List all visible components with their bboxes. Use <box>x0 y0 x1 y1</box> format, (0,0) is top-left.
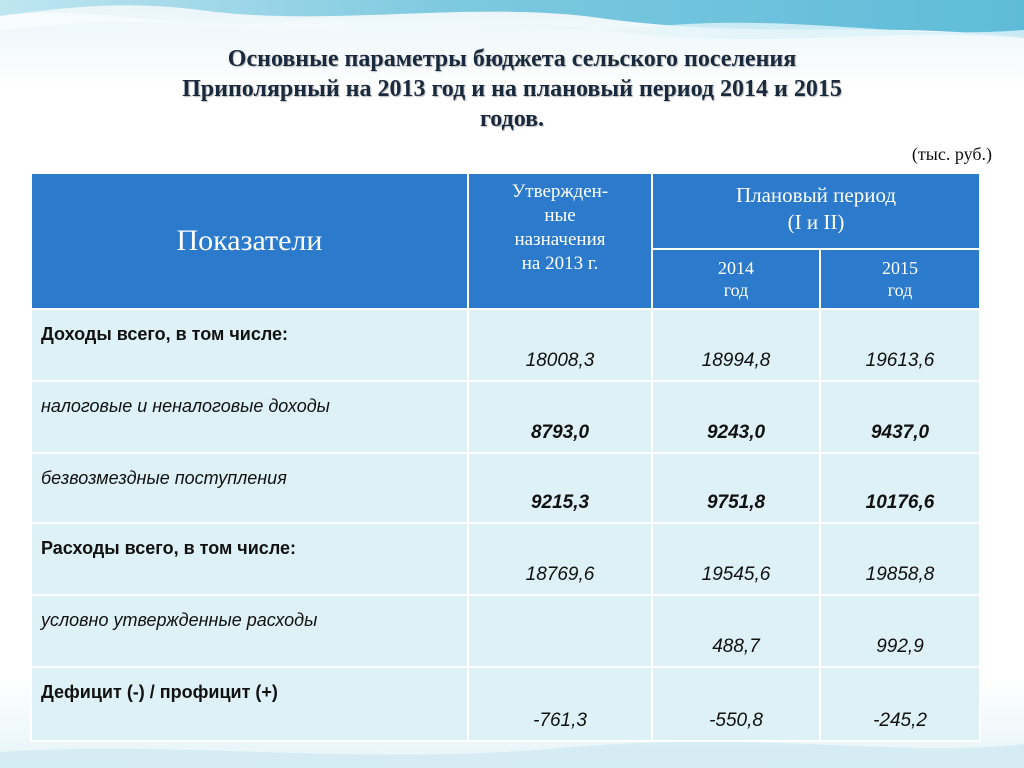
table-row <box>31 309 980 381</box>
row-label: налоговые и неналоговые доходы <box>31 381 468 453</box>
header-year-2015: 2015 год <box>820 249 980 309</box>
value-2014: -550,8 <box>652 667 820 741</box>
header-indicators: Показатели <box>31 173 468 309</box>
table-row <box>31 667 980 741</box>
value-2013: 18008,3 <box>468 309 652 381</box>
value-2014: 19545,6 <box>652 523 820 595</box>
value-2014: 9751,8 <box>652 453 820 523</box>
page-title <box>60 44 964 134</box>
row-label: безвозмездные поступления <box>31 453 468 523</box>
title-line-2: Приполярный на 2013 год и на плановый период 2014 и 2015 <box>182 76 842 102</box>
header-approved: Утвержден- ные назначения на 2013 г. <box>468 173 652 309</box>
value-2015: -245,2 <box>820 667 980 741</box>
unit-label: (тыс. руб.) <box>911 144 992 164</box>
title-line-1: Основные параметры бюджета сельского поселения <box>227 46 797 72</box>
table-row <box>31 453 980 523</box>
value-2015: 992,9 <box>820 595 980 667</box>
table-row <box>31 381 980 453</box>
row-label: Расходы всего, в том числе: <box>31 523 468 595</box>
row-label: Дефицит (-) / профицит (+) <box>31 667 468 741</box>
value-2013: 9215,3 <box>468 453 652 523</box>
value-2014: 9243,0 <box>652 381 820 453</box>
value-2014: 18994,8 <box>652 309 820 381</box>
value-2013: 8793,0 <box>468 381 652 453</box>
header-year-2014: 2014 год <box>652 249 820 309</box>
table-row <box>31 523 980 595</box>
table-row <box>31 595 980 667</box>
header-plan-period: Плановый период (I и II) <box>652 173 980 249</box>
value-2013: -761,3 <box>468 667 652 741</box>
row-label: условно утвержденные расходы <box>31 595 468 667</box>
value-2015: 10176,6 <box>820 453 980 523</box>
value-2014: 488,7 <box>652 595 820 667</box>
value-2015: 19858,8 <box>820 523 980 595</box>
value-2015: 19613,6 <box>820 309 980 381</box>
budget-table <box>30 172 981 742</box>
value-2015: 9437,0 <box>820 381 980 453</box>
value-2013: 18769,6 <box>468 523 652 595</box>
row-label: Доходы всего, в том числе: <box>31 309 468 381</box>
value-2013 <box>468 595 652 667</box>
title-line-3: годов. <box>479 106 545 132</box>
